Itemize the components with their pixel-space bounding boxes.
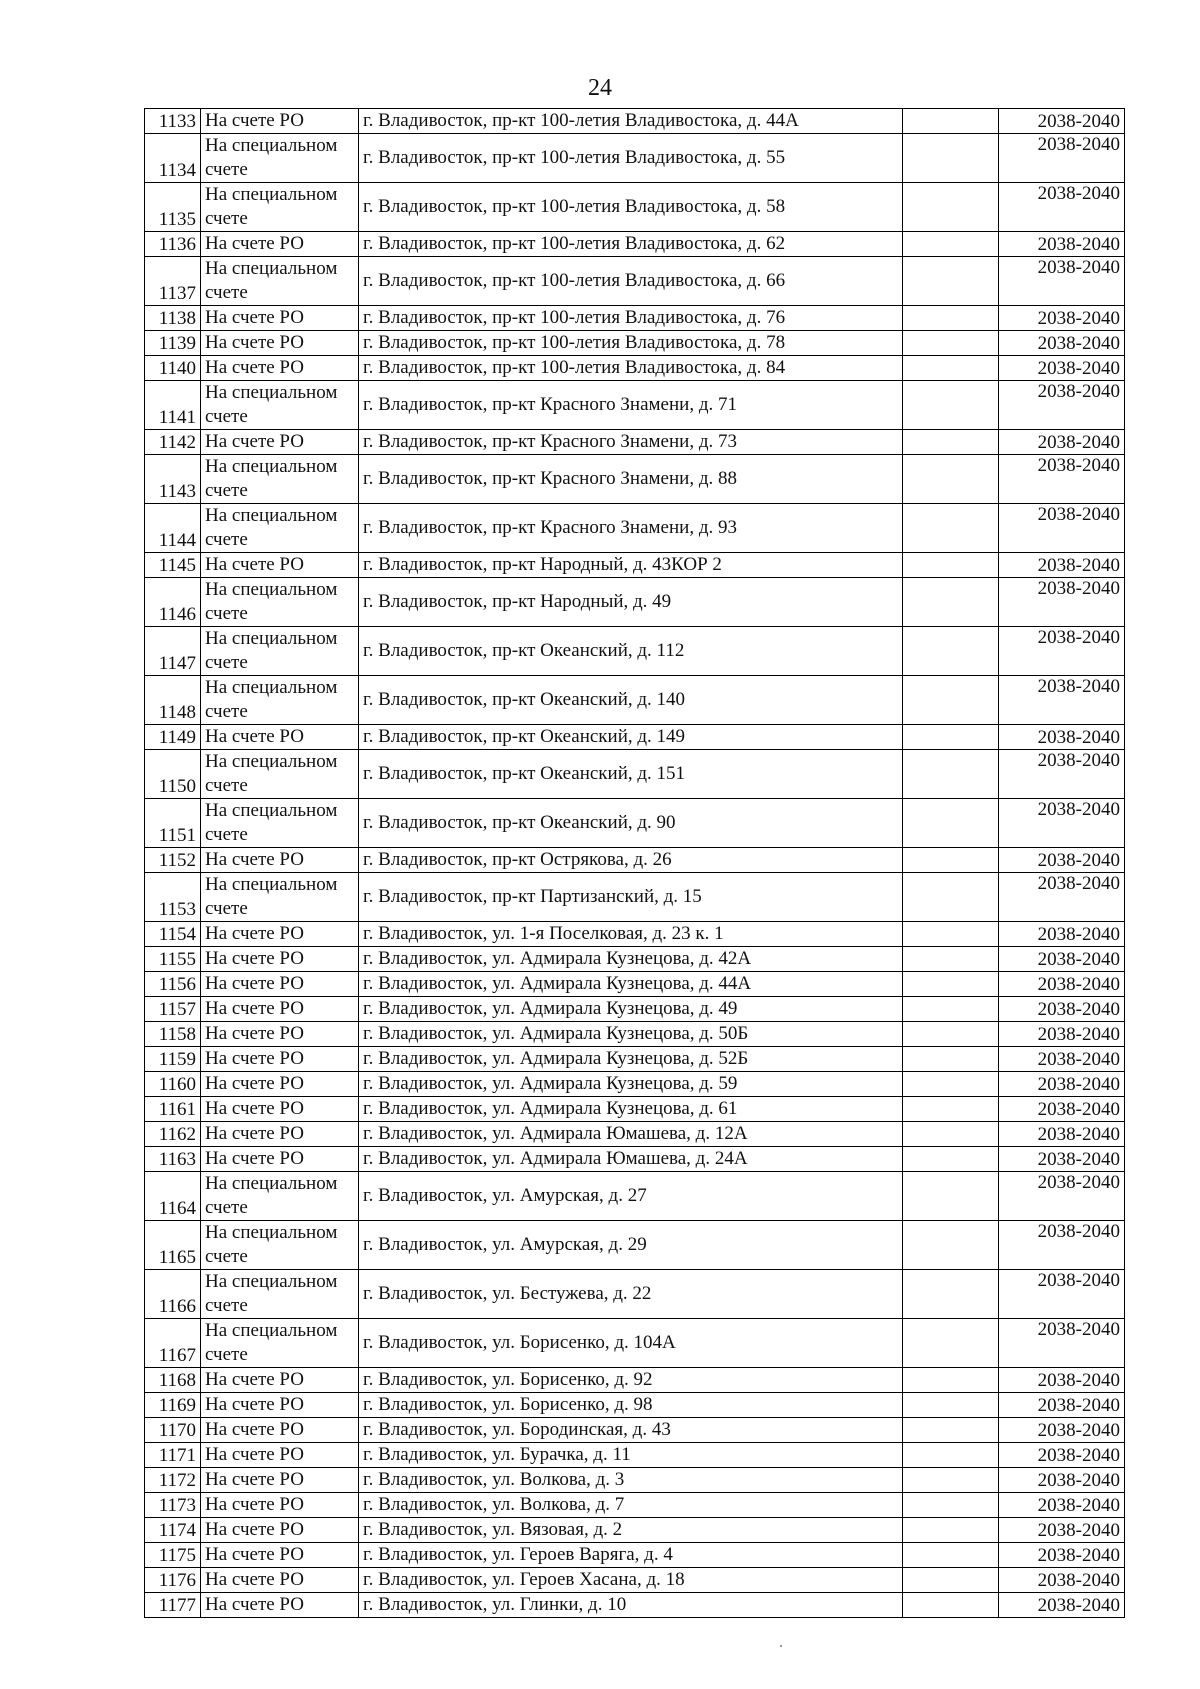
row-number-cell: 1150	[145, 750, 201, 799]
account-type-cell: На специальном счете	[201, 455, 359, 504]
table-row	[145, 750, 1125, 799]
empty-cell	[903, 183, 999, 232]
period-cell: 2038-2040	[999, 381, 1125, 430]
account-type-cell: На специальном счете	[201, 750, 359, 799]
address-cell: г. Владивосток, ул. Героев Хасана, д. 18	[359, 1568, 903, 1593]
period-cell: 2038-2040	[999, 947, 1125, 972]
account-type-cell: На счете РО	[201, 1518, 359, 1543]
account-type-cell: На специальном счете	[201, 134, 359, 183]
period-cell: 2038-2040	[999, 1593, 1125, 1618]
account-type-cell: На счете РО	[201, 356, 359, 381]
empty-cell	[903, 725, 999, 750]
address-cell: г. Владивосток, пр-кт Острякова, д. 26	[359, 848, 903, 873]
period-cell: 2038-2040	[999, 725, 1125, 750]
period-cell: 2038-2040	[999, 1493, 1125, 1518]
row-number-cell: 1137	[145, 257, 201, 306]
empty-cell	[903, 1593, 999, 1618]
empty-cell	[903, 578, 999, 627]
row-number-cell: 1153	[145, 873, 201, 922]
period-cell: 2038-2040	[999, 1022, 1125, 1047]
table-row	[145, 257, 1125, 306]
period-cell: 2038-2040	[999, 109, 1125, 134]
table-row	[145, 1147, 1125, 1172]
account-type-cell: На счете РО	[201, 972, 359, 997]
account-type-cell: На счете РО	[201, 306, 359, 331]
account-type-cell: На специальном счете	[201, 381, 359, 430]
table-row	[145, 1368, 1125, 1393]
row-number-cell: 1167	[145, 1319, 201, 1368]
empty-cell	[903, 799, 999, 848]
address-cell: г. Владивосток, пр-кт Красного Знамени, д. 93	[359, 504, 903, 553]
period-cell: 2038-2040	[999, 676, 1125, 725]
address-cell: г. Владивосток, пр-кт Красного Знамени, д. 88	[359, 455, 903, 504]
empty-cell	[903, 873, 999, 922]
empty-cell	[903, 1518, 999, 1543]
empty-cell	[903, 134, 999, 183]
period-cell: 2038-2040	[999, 257, 1125, 306]
address-cell: г. Владивосток, пр-кт Океанский, д. 140	[359, 676, 903, 725]
table-row	[145, 1072, 1125, 1097]
address-cell: г. Владивосток, пр-кт Океанский, д. 151	[359, 750, 903, 799]
period-cell: 2038-2040	[999, 627, 1125, 676]
row-number-cell: 1154	[145, 922, 201, 947]
row-number-cell: 1171	[145, 1443, 201, 1468]
empty-cell	[903, 1568, 999, 1593]
period-cell: 2038-2040	[999, 997, 1125, 1022]
row-number-cell: 1155	[145, 947, 201, 972]
row-number-cell: 1140	[145, 356, 201, 381]
empty-cell	[903, 109, 999, 134]
address-cell: г. Владивосток, ул. Адмирала Кузнецова, д. 61	[359, 1097, 903, 1122]
empty-cell	[903, 1122, 999, 1147]
address-cell: г. Владивосток, ул. Амурская, д. 29	[359, 1221, 903, 1270]
address-cell: г. Владивосток, ул. 1-я Поселковая, д. 23 к. 1	[359, 922, 903, 947]
period-cell: 2038-2040	[999, 183, 1125, 232]
account-type-cell: На специальном счете	[201, 504, 359, 553]
empty-cell	[903, 553, 999, 578]
account-type-cell: На счете РО	[201, 430, 359, 455]
table-row	[145, 455, 1125, 504]
address-cell: г. Владивосток, ул. Адмирала Юмашева, д. 24А	[359, 1147, 903, 1172]
empty-cell	[903, 947, 999, 972]
row-number-cell: 1139	[145, 331, 201, 356]
period-cell: 2038-2040	[999, 553, 1125, 578]
row-number-cell: 1170	[145, 1418, 201, 1443]
account-type-cell: На счете РО	[201, 1122, 359, 1147]
empty-cell	[903, 1022, 999, 1047]
row-number-cell: 1147	[145, 627, 201, 676]
period-cell: 2038-2040	[999, 1072, 1125, 1097]
empty-cell	[903, 627, 999, 676]
table-row	[145, 331, 1125, 356]
address-cell: г. Владивосток, ул. Адмирала Юмашева, д. 12А	[359, 1122, 903, 1147]
period-cell: 2038-2040	[999, 1221, 1125, 1270]
period-cell: 2038-2040	[999, 455, 1125, 504]
table-row	[145, 356, 1125, 381]
table-row	[145, 725, 1125, 750]
empty-cell	[903, 750, 999, 799]
address-cell: г. Владивосток, ул. Адмирала Кузнецова, д. 52Б	[359, 1047, 903, 1072]
table-row	[145, 1468, 1125, 1493]
address-cell: г. Владивосток, ул. Адмирала Кузнецова, д. 42А	[359, 947, 903, 972]
row-number-cell: 1134	[145, 134, 201, 183]
row-number-cell: 1145	[145, 553, 201, 578]
table-row	[145, 578, 1125, 627]
period-cell: 2038-2040	[999, 578, 1125, 627]
account-type-cell: На счете РО	[201, 1568, 359, 1593]
account-type-cell: На счете РО	[201, 1543, 359, 1568]
period-cell: 2038-2040	[999, 1047, 1125, 1072]
empty-cell	[903, 1493, 999, 1518]
period-cell: 2038-2040	[999, 1443, 1125, 1468]
address-cell: г. Владивосток, пр-кт Красного Знамени, д. 71	[359, 381, 903, 430]
account-type-cell: На счете РО	[201, 1418, 359, 1443]
account-type-cell: На счете РО	[201, 553, 359, 578]
empty-cell	[903, 676, 999, 725]
period-cell: 2038-2040	[999, 1543, 1125, 1568]
address-cell: г. Владивосток, пр-кт Океанский, д. 149	[359, 725, 903, 750]
address-cell: г. Владивосток, ул. Бородинская, д. 43	[359, 1418, 903, 1443]
table-row	[145, 1543, 1125, 1568]
address-cell: г. Владивосток, ул. Борисенко, д. 98	[359, 1393, 903, 1418]
table-row	[145, 1122, 1125, 1147]
row-number-cell: 1158	[145, 1022, 201, 1047]
row-number-cell: 1136	[145, 232, 201, 257]
account-type-cell: На специальном счете	[201, 1172, 359, 1221]
row-number-cell: 1149	[145, 725, 201, 750]
table-row	[145, 922, 1125, 947]
period-cell: 2038-2040	[999, 1368, 1125, 1393]
period-cell: 2038-2040	[999, 1568, 1125, 1593]
account-type-cell: На специальном счете	[201, 873, 359, 922]
table-row	[145, 1319, 1125, 1368]
address-cell: г. Владивосток, ул. Волкова, д. 3	[359, 1468, 903, 1493]
table-row	[145, 504, 1125, 553]
account-type-cell: На счете РО	[201, 1022, 359, 1047]
period-cell: 2038-2040	[999, 1319, 1125, 1368]
table-row	[145, 232, 1125, 257]
empty-cell	[903, 1468, 999, 1493]
table-row	[145, 1172, 1125, 1221]
account-type-cell: На счете РО	[201, 1097, 359, 1122]
account-type-cell: На счете РО	[201, 1047, 359, 1072]
account-type-cell: На счете РО	[201, 1593, 359, 1618]
account-type-cell: На счете РО	[201, 1468, 359, 1493]
account-type-cell: На специальном счете	[201, 1319, 359, 1368]
account-type-cell: На специальном счете	[201, 257, 359, 306]
empty-cell	[903, 1368, 999, 1393]
empty-cell	[903, 1221, 999, 1270]
empty-cell	[903, 306, 999, 331]
account-type-cell: На счете РО	[201, 1072, 359, 1097]
table-row	[145, 1418, 1125, 1443]
period-cell: 2038-2040	[999, 1468, 1125, 1493]
row-number-cell: 1161	[145, 1097, 201, 1122]
period-cell: 2038-2040	[999, 750, 1125, 799]
period-cell: 2038-2040	[999, 873, 1125, 922]
period-cell: 2038-2040	[999, 331, 1125, 356]
empty-cell	[903, 922, 999, 947]
empty-cell	[903, 1172, 999, 1221]
account-type-cell: На счете РО	[201, 997, 359, 1022]
empty-cell	[903, 504, 999, 553]
period-cell: 2038-2040	[999, 306, 1125, 331]
table-row	[145, 1270, 1125, 1319]
table-row	[145, 1593, 1125, 1618]
row-number-cell: 1141	[145, 381, 201, 430]
period-cell: 2038-2040	[999, 504, 1125, 553]
period-cell: 2038-2040	[999, 1097, 1125, 1122]
empty-cell	[903, 848, 999, 873]
empty-cell	[903, 1047, 999, 1072]
account-type-cell: На специальном счете	[201, 183, 359, 232]
account-type-cell: На счете РО	[201, 109, 359, 134]
address-cell: г. Владивосток, пр-кт Народный, д. 49	[359, 578, 903, 627]
row-number-cell: 1164	[145, 1172, 201, 1221]
row-number-cell: 1144	[145, 504, 201, 553]
row-number-cell: 1143	[145, 455, 201, 504]
row-number-cell: 1177	[145, 1593, 201, 1618]
account-type-cell: На счете РО	[201, 1443, 359, 1468]
period-cell: 2038-2040	[999, 134, 1125, 183]
address-cell: г. Владивосток, ул. Борисенко, д. 104А	[359, 1319, 903, 1368]
period-cell: 2038-2040	[999, 1147, 1125, 1172]
empty-cell	[903, 1319, 999, 1368]
table-row	[145, 1221, 1125, 1270]
row-number-cell: 1163	[145, 1147, 201, 1172]
address-cell: г. Владивосток, ул. Амурская, д. 27	[359, 1172, 903, 1221]
period-cell: 2038-2040	[999, 430, 1125, 455]
account-type-cell: На специальном счете	[201, 578, 359, 627]
period-cell: 2038-2040	[999, 922, 1125, 947]
table-row	[145, 997, 1125, 1022]
address-cell: г. Владивосток, ул. Волкова, д. 7	[359, 1493, 903, 1518]
address-cell: г. Владивосток, пр-кт 100-летия Владивостока, д. 84	[359, 356, 903, 381]
row-number-cell: 1152	[145, 848, 201, 873]
row-number-cell: 1133	[145, 109, 201, 134]
account-type-cell: На специальном счете	[201, 676, 359, 725]
period-cell: 2038-2040	[999, 1172, 1125, 1221]
period-cell: 2038-2040	[999, 972, 1125, 997]
period-cell: 2038-2040	[999, 848, 1125, 873]
period-cell: 2038-2040	[999, 232, 1125, 257]
row-number-cell: 1173	[145, 1493, 201, 1518]
address-cell: г. Владивосток, пр-кт 100-летия Владивостока, д. 66	[359, 257, 903, 306]
account-type-cell: На счете РО	[201, 232, 359, 257]
row-number-cell: 1160	[145, 1072, 201, 1097]
address-cell: г. Владивосток, пр-кт Народный, д. 43КОР 2	[359, 553, 903, 578]
table-row	[145, 134, 1125, 183]
table-row	[145, 381, 1125, 430]
row-number-cell: 1142	[145, 430, 201, 455]
registry-table	[144, 108, 1125, 1618]
account-type-cell: На счете РО	[201, 1147, 359, 1172]
row-number-cell: 1138	[145, 306, 201, 331]
address-cell: г. Владивосток, ул. Бурачка, д. 11	[359, 1443, 903, 1468]
period-cell: 2038-2040	[999, 1122, 1125, 1147]
address-cell: г. Владивосток, пр-кт 100-летия Владивостока, д. 76	[359, 306, 903, 331]
address-cell: г. Владивосток, ул. Вязовая, д. 2	[359, 1518, 903, 1543]
account-type-cell: На счете РО	[201, 947, 359, 972]
address-cell: г. Владивосток, ул. Героев Варяга, д. 4	[359, 1543, 903, 1568]
empty-cell	[903, 455, 999, 504]
account-type-cell: На счете РО	[201, 848, 359, 873]
address-cell: г. Владивосток, ул. Адмирала Кузнецова, д. 59	[359, 1072, 903, 1097]
empty-cell	[903, 1393, 999, 1418]
row-number-cell: 1175	[145, 1543, 201, 1568]
table-row	[145, 1443, 1125, 1468]
period-cell: 2038-2040	[999, 1418, 1125, 1443]
address-cell: г. Владивосток, пр-кт Океанский, д. 112	[359, 627, 903, 676]
address-cell: г. Владивосток, ул. Глинки, д. 10	[359, 1593, 903, 1618]
account-type-cell: На специальном счете	[201, 799, 359, 848]
empty-cell	[903, 1147, 999, 1172]
account-type-cell: На счете РО	[201, 1368, 359, 1393]
period-cell: 2038-2040	[999, 799, 1125, 848]
table-row	[145, 1493, 1125, 1518]
table-row	[145, 109, 1125, 134]
row-number-cell: 1174	[145, 1518, 201, 1543]
account-type-cell: На счете РО	[201, 331, 359, 356]
address-cell: г. Владивосток, пр-кт Партизанский, д. 15	[359, 873, 903, 922]
row-number-cell: 1157	[145, 997, 201, 1022]
empty-cell	[903, 331, 999, 356]
table-row	[145, 676, 1125, 725]
table-row	[145, 873, 1125, 922]
empty-cell	[903, 1097, 999, 1122]
empty-cell	[903, 1443, 999, 1468]
account-type-cell: На счете РО	[201, 725, 359, 750]
address-cell: г. Владивосток, пр-кт 100-летия Владивостока, д. 44А	[359, 109, 903, 134]
empty-cell	[903, 356, 999, 381]
period-cell: 2038-2040	[999, 1270, 1125, 1319]
table-row	[145, 1518, 1125, 1543]
empty-cell	[903, 381, 999, 430]
account-type-cell: На счете РО	[201, 1393, 359, 1418]
table-row	[145, 947, 1125, 972]
address-cell: г. Владивосток, пр-кт Красного Знамени, д. 73	[359, 430, 903, 455]
account-type-cell: На счете РО	[201, 1493, 359, 1518]
table-row	[145, 799, 1125, 848]
empty-cell	[903, 1072, 999, 1097]
period-cell: 2038-2040	[999, 356, 1125, 381]
row-number-cell: 1166	[145, 1270, 201, 1319]
page-number: 24	[588, 75, 612, 101]
empty-cell	[903, 1270, 999, 1319]
table-row	[145, 627, 1125, 676]
address-cell: г. Владивосток, пр-кт Океанский, д. 90	[359, 799, 903, 848]
empty-cell	[903, 232, 999, 257]
table-row	[145, 848, 1125, 873]
row-number-cell: 1156	[145, 972, 201, 997]
account-type-cell: На специальном счете	[201, 1270, 359, 1319]
address-cell: г. Владивосток, ул. Бестужева, д. 22	[359, 1270, 903, 1319]
row-number-cell: 1146	[145, 578, 201, 627]
address-cell: г. Владивосток, пр-кт 100-летия Владивостока, д. 62	[359, 232, 903, 257]
table-row	[145, 1047, 1125, 1072]
row-number-cell: 1162	[145, 1122, 201, 1147]
address-cell: г. Владивосток, ул. Борисенко, д. 92	[359, 1368, 903, 1393]
table-row	[145, 1097, 1125, 1122]
row-number-cell: 1165	[145, 1221, 201, 1270]
address-cell: г. Владивосток, пр-кт 100-летия Владивостока, д. 55	[359, 134, 903, 183]
table-row	[145, 553, 1125, 578]
scan-speck	[780, 1645, 782, 1647]
account-type-cell: На счете РО	[201, 922, 359, 947]
row-number-cell: 1168	[145, 1368, 201, 1393]
row-number-cell: 1172	[145, 1468, 201, 1493]
empty-cell	[903, 1543, 999, 1568]
account-type-cell: На специальном счете	[201, 1221, 359, 1270]
period-cell: 2038-2040	[999, 1518, 1125, 1543]
empty-cell	[903, 972, 999, 997]
row-number-cell: 1169	[145, 1393, 201, 1418]
row-number-cell: 1176	[145, 1568, 201, 1593]
empty-cell	[903, 430, 999, 455]
table-row	[145, 1022, 1125, 1047]
address-cell: г. Владивосток, ул. Адмирала Кузнецова, д. 49	[359, 997, 903, 1022]
row-number-cell: 1135	[145, 183, 201, 232]
period-cell: 2038-2040	[999, 1393, 1125, 1418]
row-number-cell: 1159	[145, 1047, 201, 1072]
empty-cell	[903, 257, 999, 306]
address-cell: г. Владивосток, ул. Адмирала Кузнецова, д. 44А	[359, 972, 903, 997]
address-cell: г. Владивосток, ул. Адмирала Кузнецова, д. 50Б	[359, 1022, 903, 1047]
table-row	[145, 972, 1125, 997]
empty-cell	[903, 997, 999, 1022]
table-row	[145, 1568, 1125, 1593]
row-number-cell: 1151	[145, 799, 201, 848]
account-type-cell: На специальном счете	[201, 627, 359, 676]
table-row	[145, 183, 1125, 232]
table-row	[145, 1393, 1125, 1418]
row-number-cell: 1148	[145, 676, 201, 725]
address-cell: г. Владивосток, пр-кт 100-летия Владивостока, д. 78	[359, 331, 903, 356]
empty-cell	[903, 1418, 999, 1443]
address-cell: г. Владивосток, пр-кт 100-летия Владивостока, д. 58	[359, 183, 903, 232]
table-row	[145, 306, 1125, 331]
table-row	[145, 430, 1125, 455]
registry-table-body	[145, 109, 1125, 1618]
